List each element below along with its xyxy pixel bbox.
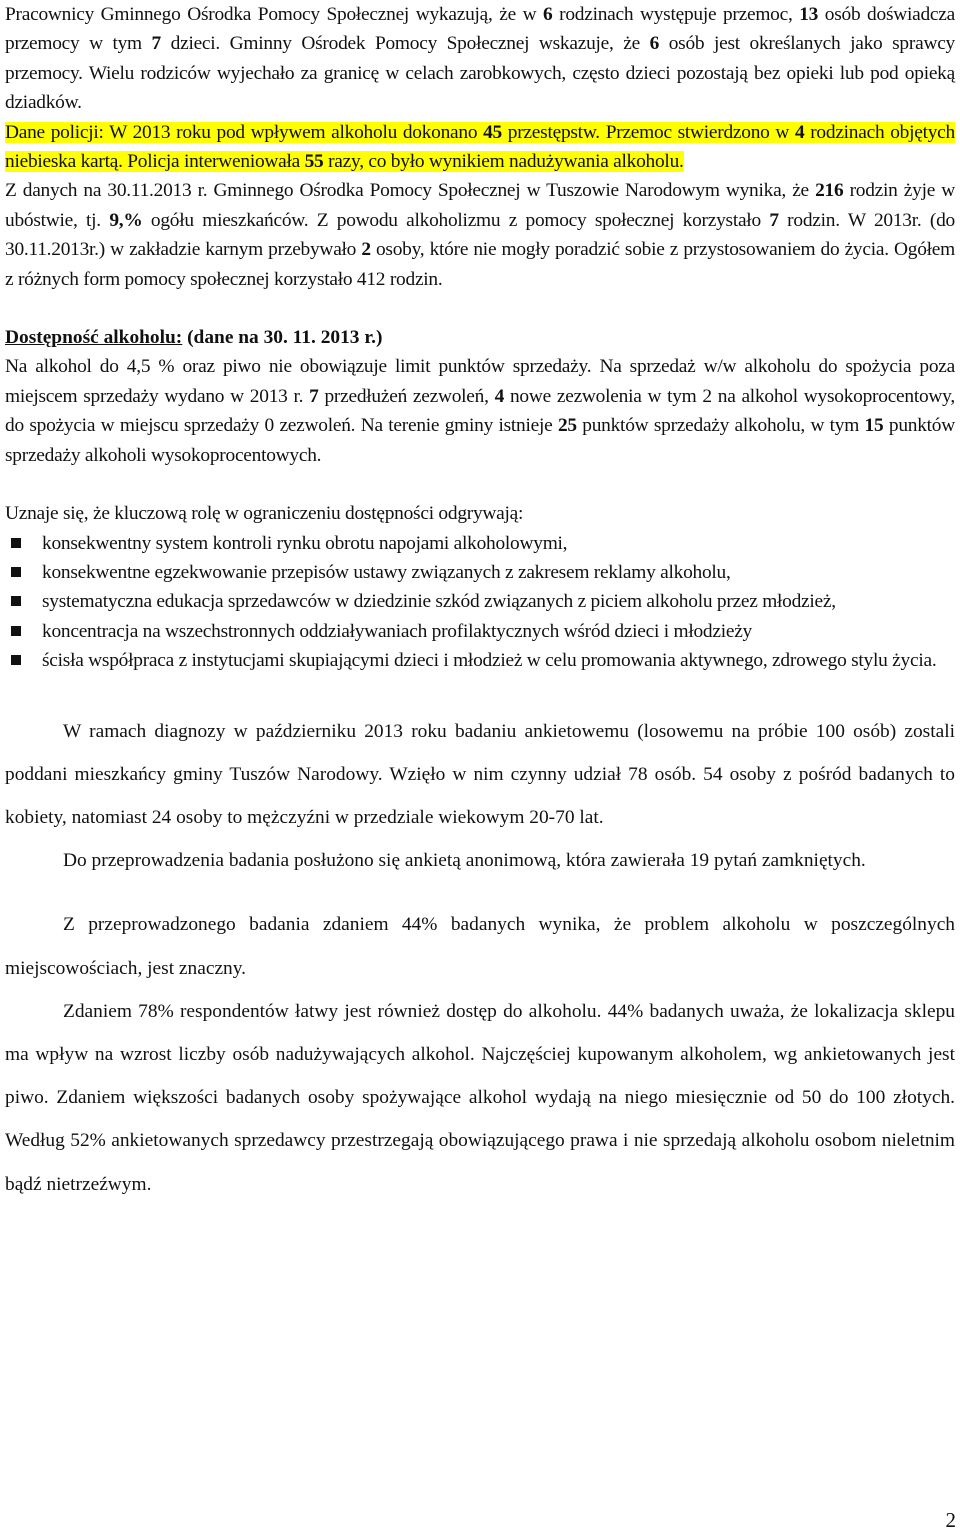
text: rodzinach występuje przemoc,	[552, 4, 800, 25]
list-item	[5, 529, 955, 558]
text: punktów sprzedaży alkoholu, w tym	[576, 415, 865, 437]
list-item-text: systematyczna edukacja sprzedawców w dziedzinie szkód związanych z piciem alkoholu przez młodzież,	[42, 591, 836, 613]
survey-paragraph-3: Z przeprowadzonego badania zdaniem 44% badanych wynika, że problem alkoholu w poszczególnych miejscowościach, jest znaczny.	[5, 914, 955, 979]
text: rodzinach objętych niebieska kartą. Policja interweniowała	[5, 121, 955, 173]
number: 7	[309, 385, 319, 407]
spacer	[5, 294, 955, 323]
number: 216	[815, 180, 844, 202]
spacer	[5, 676, 955, 710]
number: 25	[557, 415, 577, 437]
text: osoby, które nie mogły poradzić sobie z przystosowaniem do życia. Ogółem z różnych form pomocy społecznej korzystało 412 rodzin.	[5, 239, 955, 290]
heading-rest: (dane na 30. 11. 2013 r.)	[182, 327, 383, 349]
text: punktów sprzedaży alkoholi wysokoprocentowych.	[5, 415, 956, 466]
number: 4	[794, 121, 805, 143]
text: rodzin żyje w ubóstwie, tj.	[5, 180, 955, 231]
page-number: 2	[945, 1508, 956, 1532]
text: osób doświadcza przemocy w tym	[5, 4, 955, 55]
number: 4	[494, 385, 505, 407]
square-bullet-icon	[11, 567, 21, 577]
list-item-text: konsekwentny system kontroli rynku obrotu napojami alkoholowymi,	[42, 532, 568, 554]
number: 15	[864, 415, 884, 437]
survey-paragraph-2: Do przeprowadzenia badania posłużono się ankietą anonimową, która zawierała 19 pytań zamkniętych.	[63, 850, 866, 872]
key-role-intro: Uznaje się, że kluczową rolę w ograniczeniu dostępności odgrywają:	[5, 503, 524, 525]
number: 55	[304, 151, 324, 173]
list-item	[5, 646, 955, 675]
text: dzieci. Gminny Ośrodek Pomocy Społecznej wskazuje, że	[161, 33, 650, 55]
text: Pracownicy Gminnego Ośrodka Pomocy Społecznej wykazują, że w	[5, 4, 544, 25]
key-role-list	[5, 529, 955, 676]
paragraph-gops	[5, 176, 955, 294]
paragraph-availability	[5, 352, 955, 470]
number: 9,%	[109, 209, 143, 231]
number: 7	[769, 209, 779, 231]
number: 2	[361, 239, 371, 261]
list-item	[5, 617, 955, 646]
number: 13	[799, 4, 819, 25]
text: Dane policji: W 2013 roku pod wpływem alkoholu dokonano	[5, 121, 484, 143]
text: Na alkohol do 4,5 % oraz piwo nie obowiązuje limit punktów sprzedaży. Na sprzedaż w/w alkoholu do spożycia poza miejscem sprzedaży wydano w 2013 r.	[5, 356, 955, 407]
number: 6	[543, 4, 553, 25]
list-item-text: ścisła współpraca z instytucjami skupiającymi dzieci i młodzież w celu promowania aktywnego, zdrowego stylu życia.	[42, 650, 937, 672]
square-bullet-icon	[11, 596, 21, 606]
square-bullet-icon	[11, 626, 21, 636]
list-item	[5, 587, 955, 616]
list-item-text: koncentracja na wszechstronnych oddziaływaniach profilaktycznych wśród dzieci i młodzieży	[42, 620, 752, 642]
spacer	[5, 882, 955, 903]
text: razy, co było wynikiem nadużywania alkoholu.	[323, 151, 684, 173]
text: ogółu mieszkańców. Z powodu alkoholizmu z pomocy społecznej korzystało	[142, 209, 770, 231]
text: przedłużeń zezwoleń,	[318, 385, 495, 407]
spacer	[5, 470, 955, 499]
text: rodzin. W 2013r. (do 30.11.2013r.) w zakładzie karnym przebywało	[5, 209, 955, 261]
square-bullet-icon	[11, 655, 21, 665]
square-bullet-icon	[11, 538, 21, 548]
paragraph-police	[5, 118, 955, 177]
text: Z danych na 30.11.2013 r. Gminnego Ośrodka Pomocy Społecznej w Tuszowie Narodowym wynika, że	[5, 180, 816, 202]
number: 7	[151, 33, 161, 55]
text: nowe zezwolenia w tym 2 na alkohol wysokoprocentowy, do spożycia w miejscu sprzedaży 0 zezwoleń. Na terenie gminy istnieje	[5, 385, 955, 437]
text: przestępstw. Przemoc stwierdzono w	[501, 121, 795, 143]
text: osób jest określanych jako sprawcy przemocy. Wielu rodziców wyjechało za granicę w celach zarobkowych, często dzieci pozostają bez opieki lub pod opieką dziadków.	[5, 33, 956, 114]
list-item-text: konsekwentne egzekwowanie przepisów ustawy związanych z zakresem reklamy alkoholu,	[42, 561, 731, 583]
survey-paragraph-4: Zdaniem 78% respondentów łatwy jest również dostęp do alkoholu. 44% badanych uważa, że lokalizacja sklepu ma wpływ na wzrost liczby osób nadużywających alkohol. Najczęściej kupowanym alkoholem, wg ankietowanych jest piwo. Zdaniem większości badanych osoby spożywające alkohol wydają na niego miesięcznie od 50 do 100 złotych. Według 52% ankietowanych sprzedawcy przestrzegają obowiązującego prawa i nie sprzedają alkoholu osobom nieletnim bądź nietrzeźwym.	[5, 1000, 955, 1195]
survey-paragraph-1: W ramach diagnozy w październiku 2013 roku badaniu ankietowemu (losowemu na próbie 100 osób) zostali poddani mieszkańcy gminy Tuszów Narodowy. Wzięło w nim czynny udział 78 osób. 54 osoby z pośród badanych to kobiety, natomiast 24 osoby to mężczyźni w przedziale wiekowym 20-70 lat.	[5, 720, 955, 828]
heading-underlined: Dostępność alkoholu:	[5, 327, 183, 349]
number: 6	[649, 33, 660, 55]
list-item	[5, 558, 955, 587]
number: 45	[483, 121, 502, 143]
availability-heading	[5, 323, 955, 352]
paragraph-violence	[5, 0, 955, 118]
